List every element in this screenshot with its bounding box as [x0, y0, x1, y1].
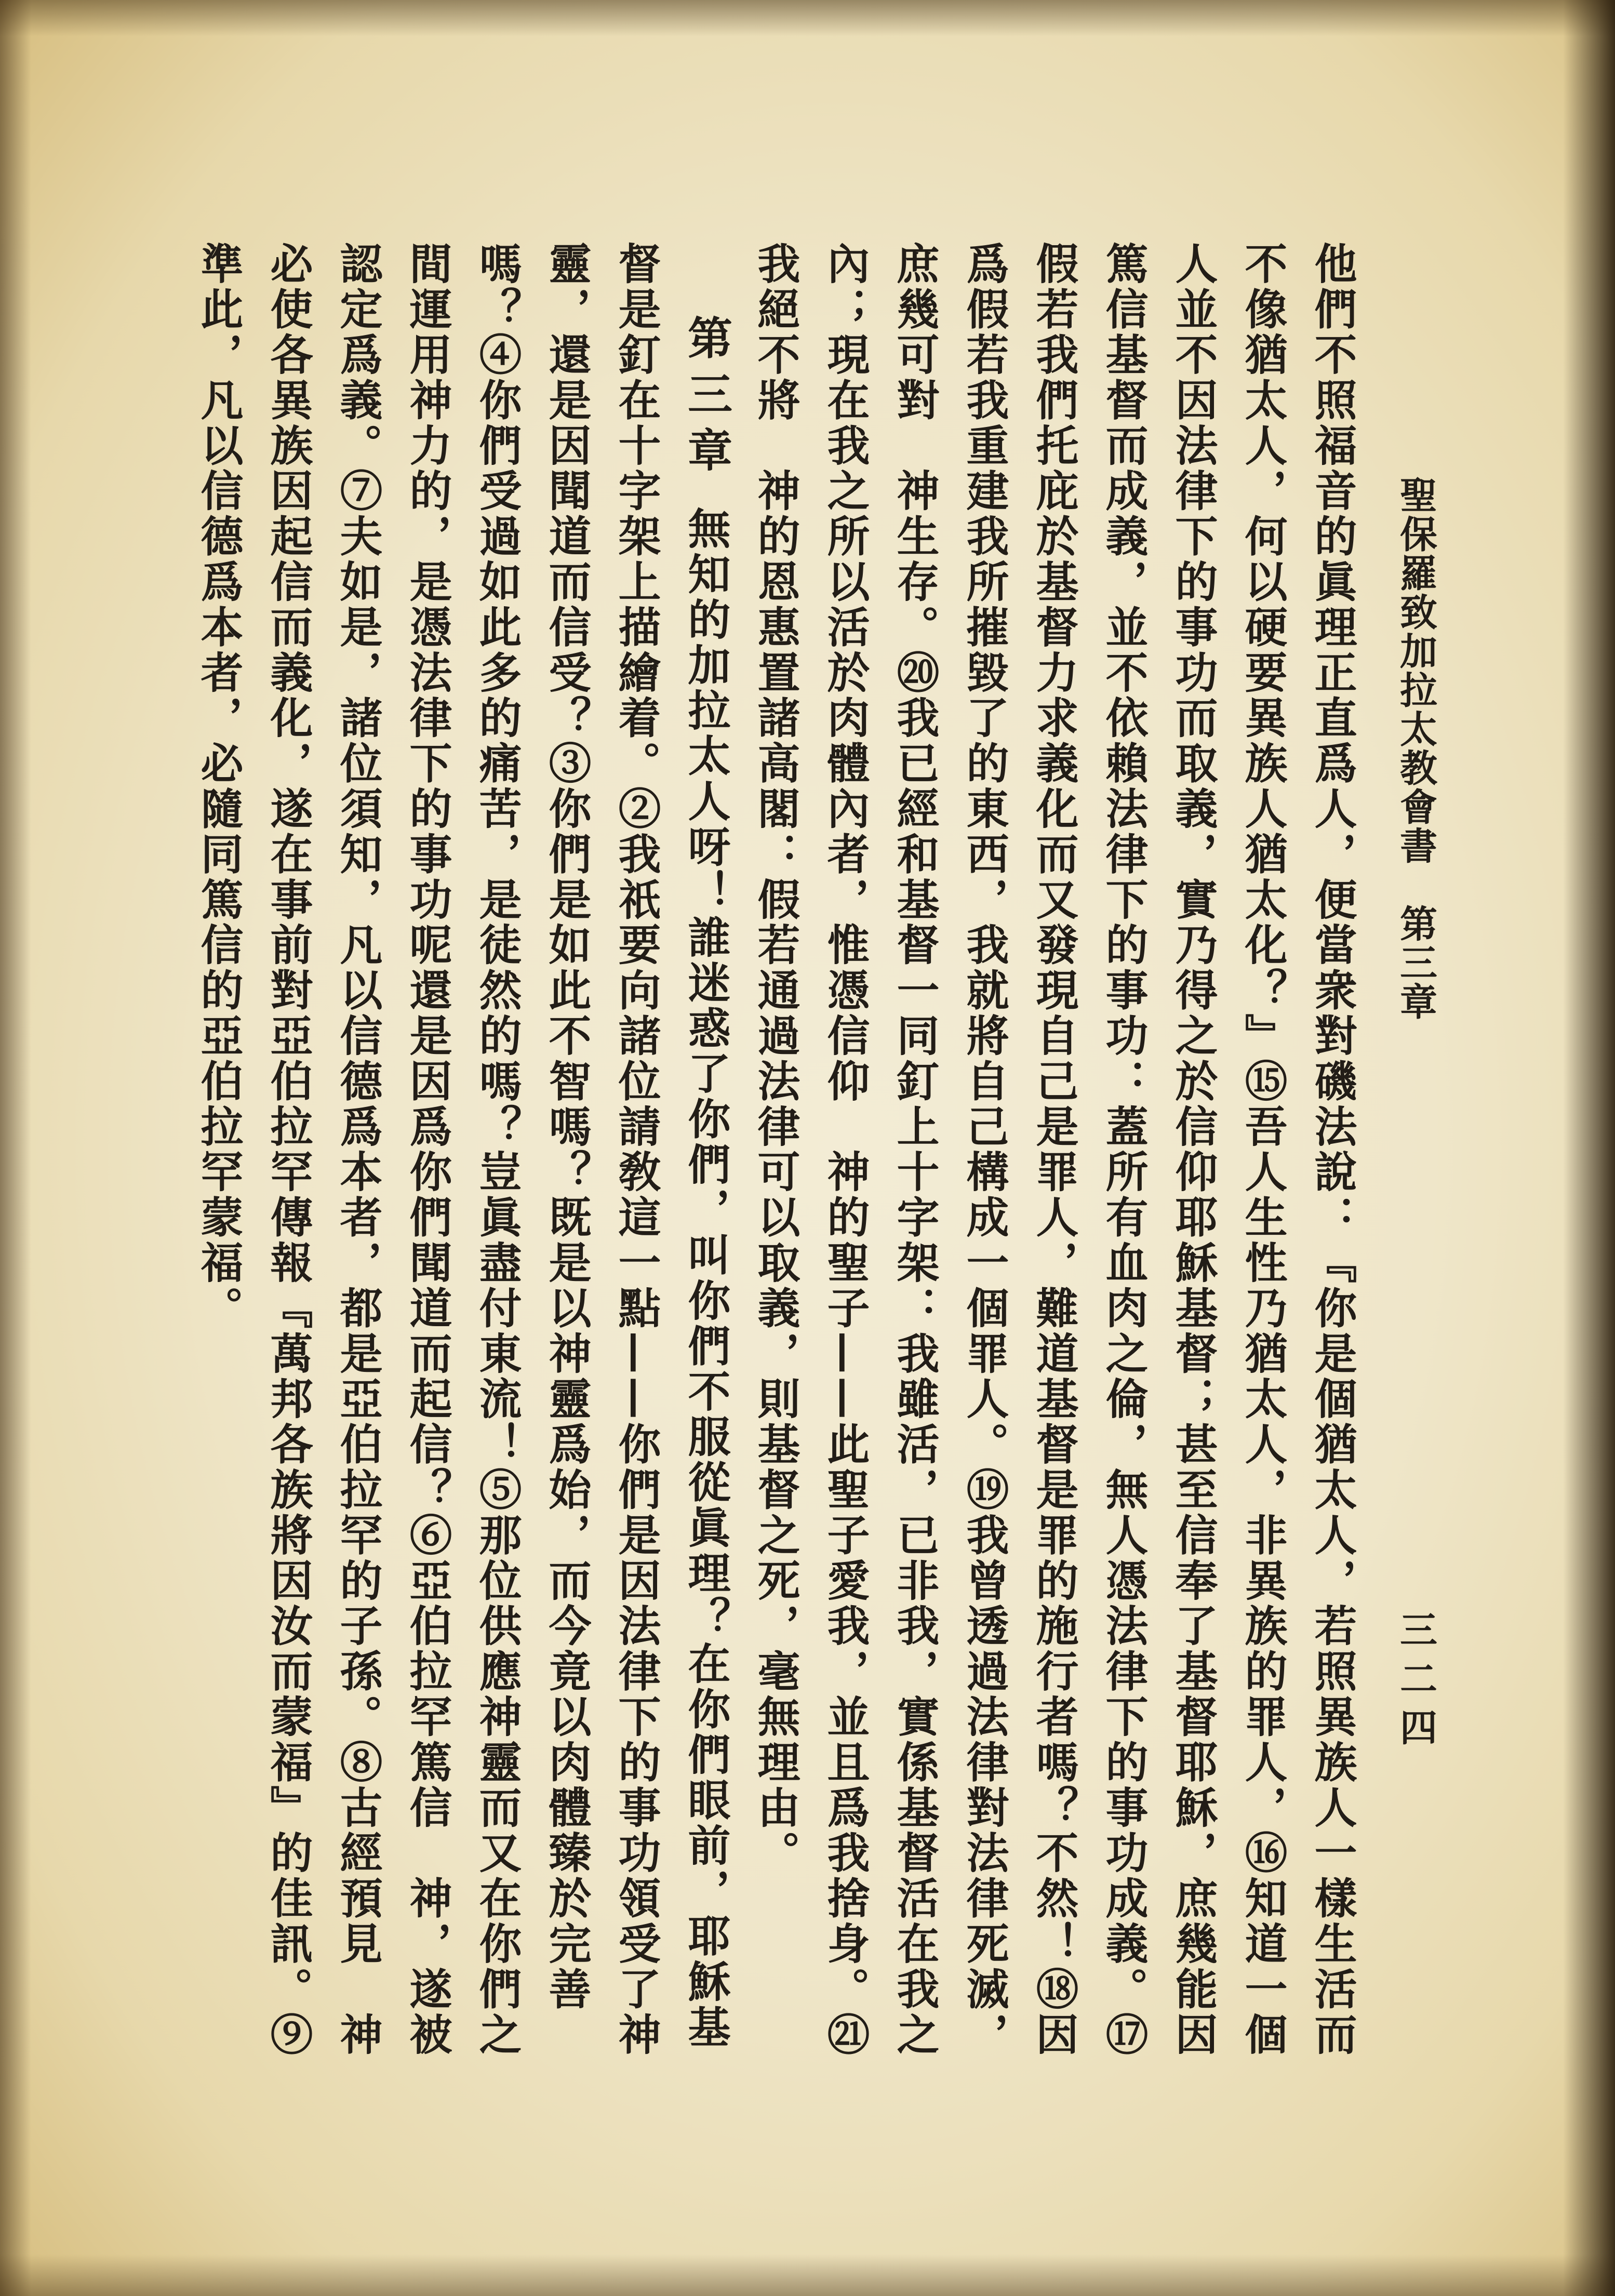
page-number: 三二四: [1394, 1610, 1438, 1757]
text-column-14: 間運用神力的，是憑法律下的事功呢還是因爲你們聞道而起信？⑥亞伯拉罕篤信 神，遂被: [403, 242, 452, 2058]
text-column-12: 靈，還是因聞道而信受？③你們是如此不智嗎？既是以神靈爲始，而今竟以肉體臻於完善: [542, 242, 592, 2012]
text-column-8: 內；現在我之所以活於肉體內者，惟憑信仰 神的聖子——此聖子愛我，並且爲我捨身。㉑: [820, 242, 870, 2058]
text-column-17: 準此，凡以信德爲本者，必隨同篤信的亞伯拉罕蒙福。: [194, 242, 244, 1331]
text-column-7: 庶幾可對 神生存。⑳我已經和基督一同釘上十字架：我雖活，已非我，實係基督活在我之: [890, 242, 940, 2058]
text-column-10: 無知的加拉太人呀！誰迷惑了你們，叫你們不服從眞理？在你們眼前，耶穌基: [681, 506, 731, 2050]
chapter-heading: 第三章: [680, 315, 732, 483]
running-head: [1392, 476, 1439, 1021]
text-column-13: 嗎？④你們受過如此多的痛苦，是徒然的嗎？豈眞盡付東流！⑤那位供應神靈而又在你們之: [472, 242, 522, 2058]
running-head-gap: [1392, 865, 1439, 904]
text-column-11: 督是釘在十字架上描繪着。②我祇要向諸位請敎這一點——你們是因法律下的事功領受了神: [611, 242, 661, 2058]
text-column-2: 不像猶太人，何以硬要異族人猶太化？』⑮吾人生性乃猶太人，非異族的罪人，⑯知道一個: [1238, 242, 1288, 2058]
text-column-16: 必使各異族因起信而義化，遂在事前對亞伯拉罕傳報『萬邦各族將因汝而蒙福』的佳訊。⑨: [263, 242, 313, 2058]
text-column-15: 認定爲義。⑦夫如是，諸位須知，凡以信德爲本者，都是亞伯拉罕的子孫。⑧古經預見 神: [333, 242, 383, 2058]
text-column-1: 他們不照福音的眞理正直爲人，便當衆對磯法說：『你是個猶太人，若照異族人一樣生活而: [1307, 242, 1357, 2058]
text-column-3: 人並不因法律下的事功而取義，實乃得之於信仰耶穌基督；甚至信奉了基督耶穌，庶幾能因: [1168, 242, 1218, 2058]
text-column-6: 爲假若我重建我所摧毀了的東西，我就將自己構成一個罪人。⑲我曾透過法律對法律死滅，: [959, 242, 1009, 2058]
running-head-title: 聖保羅致加拉太教會書: [1394, 476, 1438, 865]
running-head-chapter: 第三章: [1394, 904, 1438, 1021]
text-column-4: 篤信基督而成義，並不依賴法律下的事功：蓋所有血肉之倫，無人憑法律下的事功成義。⑰: [1099, 242, 1149, 2058]
text-column-9: 我絕不將 神的恩惠置諸高閣：假若通過法律可以取義，則基督之死，毫無理由。: [751, 242, 800, 1876]
text-column-5: 假若我們托庇於基督力求義化而又發現自己是罪人，難道基督是罪的施行者嗎？不然！⑱因: [1029, 242, 1079, 2058]
